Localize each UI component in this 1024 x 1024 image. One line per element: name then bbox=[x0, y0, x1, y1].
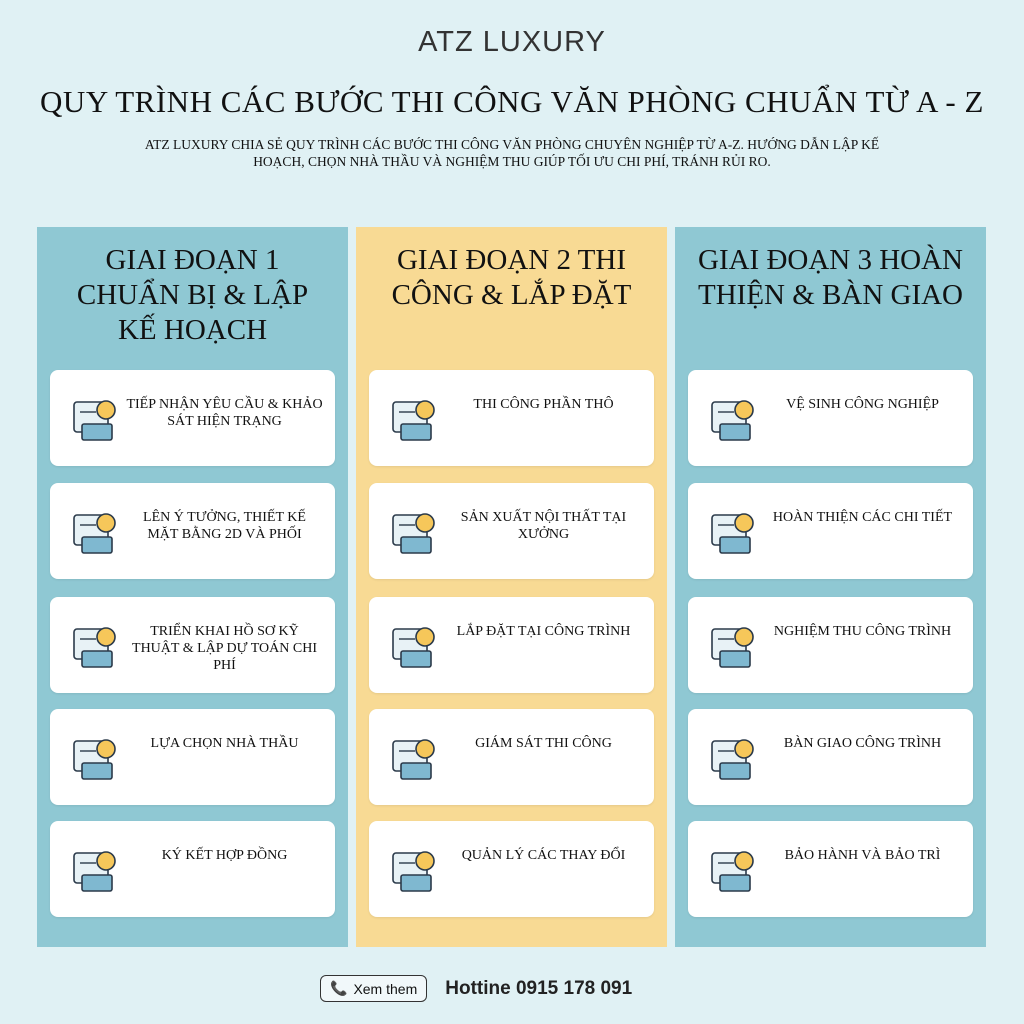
blueprint-icon bbox=[68, 619, 126, 673]
step-label: HOÀN THIỆN CÁC CHI TIẾT bbox=[772, 510, 953, 525]
step-card bbox=[688, 821, 973, 917]
step-card bbox=[369, 597, 654, 693]
step-label: TIẾP NHẬN YÊU CẦU & KHẢO SÁT HIỆN TRẠNG bbox=[126, 397, 323, 429]
phase-title: GIAI ĐOẠN 2 THI CÔNG & LẮP ĐẶT bbox=[391, 244, 632, 311]
step-label: LỰA CHỌN NHÀ THẦU bbox=[150, 736, 299, 751]
step-card bbox=[50, 597, 335, 693]
step-label: VỆ SINH CÔNG NGHIỆP bbox=[786, 397, 939, 412]
step-card bbox=[50, 370, 335, 466]
shield-gear-icon bbox=[706, 843, 764, 897]
footer bbox=[320, 975, 632, 1002]
step-label: TRIỂN KHAI HỒ SƠ KỸ THUẬT & LẬP DỰ TOÁN CHI PHÍ bbox=[132, 624, 317, 673]
step-card bbox=[688, 483, 973, 579]
step-card bbox=[688, 597, 973, 693]
brand-logo: ATZ LUXURY bbox=[418, 26, 606, 58]
checklist-key-icon bbox=[706, 619, 764, 673]
supervisor-icon bbox=[387, 731, 445, 785]
step-label: BÀN GIAO CÔNG TRÌNH bbox=[783, 736, 942, 751]
worker-icon bbox=[68, 392, 126, 446]
see-more-button[interactable] bbox=[320, 975, 427, 1002]
step-card bbox=[50, 709, 335, 805]
phase-title: GIAI ĐOẠN 1 CHUẨN BỊ & LẬP KẾ HOẠCH bbox=[76, 244, 309, 346]
step-label: BẢO HÀNH VÀ BẢO TRÌ bbox=[784, 848, 941, 863]
step-label: LẮP ĐẶT TẠI CÔNG TRÌNH bbox=[456, 624, 631, 639]
document-icon bbox=[68, 731, 126, 785]
step-label: LÊN Ý TƯỞNG, THIẾT KẾ MẶT BẰNG 2D VÀ PHỐI bbox=[143, 510, 306, 542]
see-more-label: Xem them bbox=[353, 980, 418, 997]
step-label: KÝ KẾT HỢP ĐỒNG bbox=[161, 848, 288, 863]
step-label: THI CÔNG PHẦN THÔ bbox=[473, 397, 614, 412]
blueprint-pencil-icon bbox=[387, 392, 445, 446]
step-label: GIÁM SÁT THI CÔNG bbox=[475, 736, 612, 751]
delivery-truck-icon bbox=[387, 619, 445, 673]
phase-column-3 bbox=[675, 227, 986, 947]
monitor-design-icon bbox=[68, 505, 126, 559]
page-subtitle: ATZ LUXURY CHIA SẺ QUY TRÌNH CÁC BƯỚC THI CÔNG VĂN PHÒNG CHUYÊN NGHIỆP TỪ A-Z. HƯỚNG DẪN LẬP KẾ HOẠCH, CHỌN NHÀ THẦU VÀ NGHIỆM THU GIÚP TỐI ƯU CHI PHÍ, TRÁNH RỦI RO. bbox=[144, 137, 880, 169]
step-card bbox=[369, 483, 654, 579]
step-card bbox=[369, 821, 654, 917]
worker-wrench-icon bbox=[68, 843, 126, 897]
step-card bbox=[50, 821, 335, 917]
step-card bbox=[688, 709, 973, 805]
step-label: QUẢN LÝ CÁC THAY ĐỔI bbox=[461, 848, 626, 863]
step-card bbox=[50, 483, 335, 579]
workshop-icon bbox=[387, 505, 445, 559]
step-card bbox=[369, 370, 654, 466]
cleaning-icon bbox=[706, 392, 764, 446]
page-title: QUY TRÌNH CÁC BƯỚC THI CÔNG VĂN PHÒNG CHUẨN TỪ A - Z bbox=[40, 84, 984, 119]
hotline: Hottine 0915 178 091 bbox=[445, 977, 633, 999]
truck-icon bbox=[387, 843, 445, 897]
step-label: SẢN XUẤT NỘI THẤT TẠI XƯỞNG bbox=[460, 510, 627, 542]
phone-icon: 📞 bbox=[330, 980, 348, 996]
phase-column-2 bbox=[356, 227, 667, 947]
picture-icon bbox=[706, 505, 764, 559]
phase-column-1 bbox=[37, 227, 348, 947]
step-card bbox=[369, 709, 654, 805]
step-label: NGHIỆM THU CÔNG TRÌNH bbox=[773, 624, 952, 639]
handover-icon bbox=[706, 731, 764, 785]
phase-title: GIAI ĐOẠN 3 HOÀN THIỆN & BÀN GIAO bbox=[698, 244, 963, 311]
step-card bbox=[688, 370, 973, 466]
